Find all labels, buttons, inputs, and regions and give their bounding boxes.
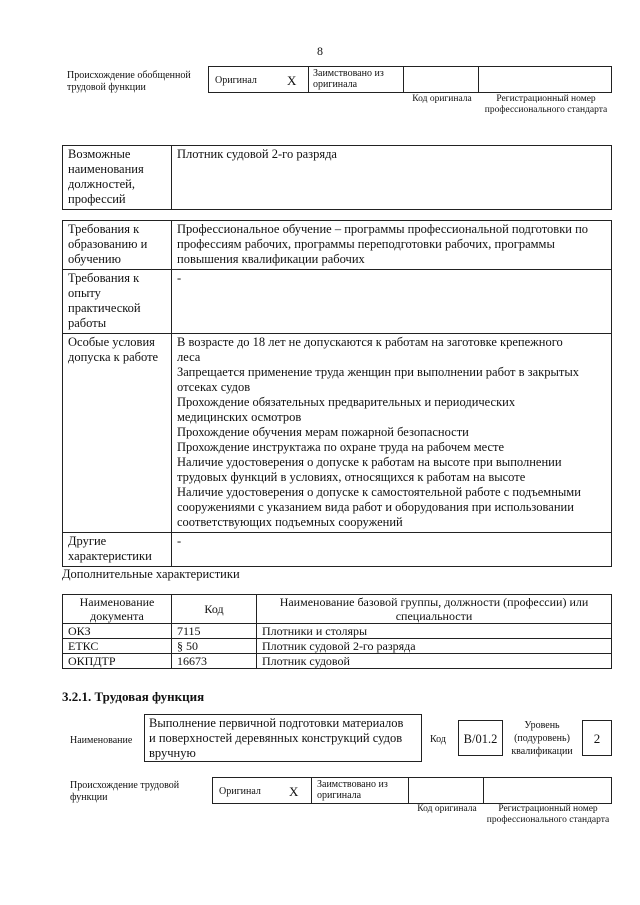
origin-general-code-cell — [403, 66, 479, 93]
origin-function-reg-caption: Регистрационный номер профессионального стандарта — [486, 804, 610, 825]
origin-general-reg-cell — [478, 66, 612, 93]
additional-title: Дополнительные характеристики — [62, 567, 240, 581]
special-value — [172, 334, 612, 533]
positions-label: Возможные наименования должностей, профессий — [63, 146, 172, 210]
function-level-label: Уровень (подуровень) квалификации — [511, 720, 573, 757]
special-line: сооружениями с указанием вида работ и оборудования при использовании — [177, 500, 574, 514]
additional-table — [62, 594, 612, 669]
special-line: Прохождение инструктажа по охране труда на рабочем месте — [177, 440, 505, 454]
education-line: повышения квалификации рабочих — [177, 252, 365, 266]
other-value: - — [172, 533, 612, 567]
origin-function-original-label: Оригинал — [219, 786, 261, 797]
origin-general-code-caption: Код оригинала — [412, 94, 472, 104]
function-code-label: Код — [430, 734, 446, 745]
row-document: ЕТКС — [63, 639, 172, 654]
special-line: соответствующих подъемных сооружений — [177, 515, 403, 529]
function-name-line: Выполнение первичной подготовки материалов — [149, 716, 404, 730]
table-row — [63, 639, 612, 654]
row-code: 16673 — [172, 654, 257, 669]
special-line: Наличие удостоверения о допуске к самостоятельной работе с подъемными — [177, 485, 581, 499]
row-code: § 50 — [172, 639, 257, 654]
special-line: медицинских осмотров — [177, 410, 302, 424]
table-row — [63, 624, 612, 639]
origin-function-borrowed-label: Заимствовано из оригинала — [317, 779, 388, 801]
other-row — [63, 533, 612, 567]
special-line: Запрещается применение труда женщин при выполнении работ в закрытых — [177, 365, 579, 379]
special-label: Особые условия допуска к работе — [63, 334, 172, 533]
origin-general-borrowed-label: Заимствовано из оригинала — [313, 68, 384, 90]
section-title: 3.2.1. Трудовая функция — [62, 689, 205, 704]
education-line: Профессиональное обучение – программы профессиональной подготовки по — [177, 222, 589, 236]
header-document: Наименование документа — [63, 595, 172, 624]
function-level-box: 2 — [582, 720, 612, 756]
special-line: Наличие удостоверения о допуске к работам на высоте при выполнении — [177, 455, 562, 469]
special-line: трудовых функций в условиях, относящихся к работам на высоте — [177, 470, 526, 484]
other-label: Другие характеристики — [63, 533, 172, 567]
table-row — [63, 654, 612, 669]
special-line: В возрасте до 18 лет не допускаются к работам на заготовке крепежного — [177, 335, 563, 349]
positions-table — [62, 145, 612, 210]
special-line: леса — [177, 350, 201, 364]
special-line: отсеках судов — [177, 380, 251, 394]
education-line: профессиям рабочих, программы переподготовки рабочих, программы — [177, 237, 555, 251]
function-name-line: и поверхностей деревянных конструкций судов — [149, 731, 403, 745]
origin-function-borrowed-cell — [311, 777, 409, 804]
origin-function-code-cell — [408, 777, 484, 804]
row-name: Плотник судовой 2-го разряда — [257, 639, 612, 654]
header-code: Код — [172, 595, 257, 624]
origin-function-code-caption: Код оригинала — [417, 804, 477, 814]
origin-general-reg-caption: Регистрационный номер профессионального стандарта — [484, 94, 608, 115]
experience-value: - — [172, 270, 612, 334]
origin-general-borrowed-cell — [308, 66, 404, 93]
function-name-label: Наименование — [70, 735, 133, 746]
origin-general-label: Происхождение обобщенной трудовой функции — [67, 70, 191, 93]
positions-value: Плотник судовой 2-го разряда — [172, 146, 612, 210]
experience-label: Требования к опыту практической работы — [63, 270, 172, 334]
row-name: Плотник судовой — [257, 654, 612, 669]
education-row — [63, 221, 612, 270]
row-document: ОКЗ — [63, 624, 172, 639]
requirements-table — [62, 220, 612, 567]
origin-general-original-label: Оригинал — [215, 75, 257, 86]
origin-general-original-cell — [208, 66, 309, 93]
special-line: Прохождение обязательных предварительных и периодических — [177, 395, 516, 409]
function-name-box — [144, 714, 422, 762]
experience-row — [63, 270, 612, 334]
additional-header-row — [63, 595, 612, 624]
origin-function-label: Происхождение трудовой функции — [70, 780, 180, 803]
origin-function-reg-cell — [483, 777, 612, 804]
row-document: ОКПДТР — [63, 654, 172, 669]
origin-function-mark: X — [289, 784, 299, 799]
education-value — [172, 221, 612, 270]
function-code-box: В/01.2 — [458, 720, 503, 756]
row-code: 7115 — [172, 624, 257, 639]
header-basic-group: Наименование базовой группы, должности (профессии) или специальности — [257, 595, 612, 624]
page-number: 8 — [317, 44, 323, 58]
row-name: Плотники и столяры — [257, 624, 612, 639]
origin-general-mark: X — [287, 73, 297, 88]
education-label: Требования к образованию и обучению — [63, 221, 172, 270]
origin-function-original-cell — [212, 777, 312, 804]
special-row — [63, 334, 612, 533]
special-line: Прохождение обучения мерам пожарной безопасности — [177, 425, 469, 439]
function-name-line: вручную — [149, 746, 196, 760]
